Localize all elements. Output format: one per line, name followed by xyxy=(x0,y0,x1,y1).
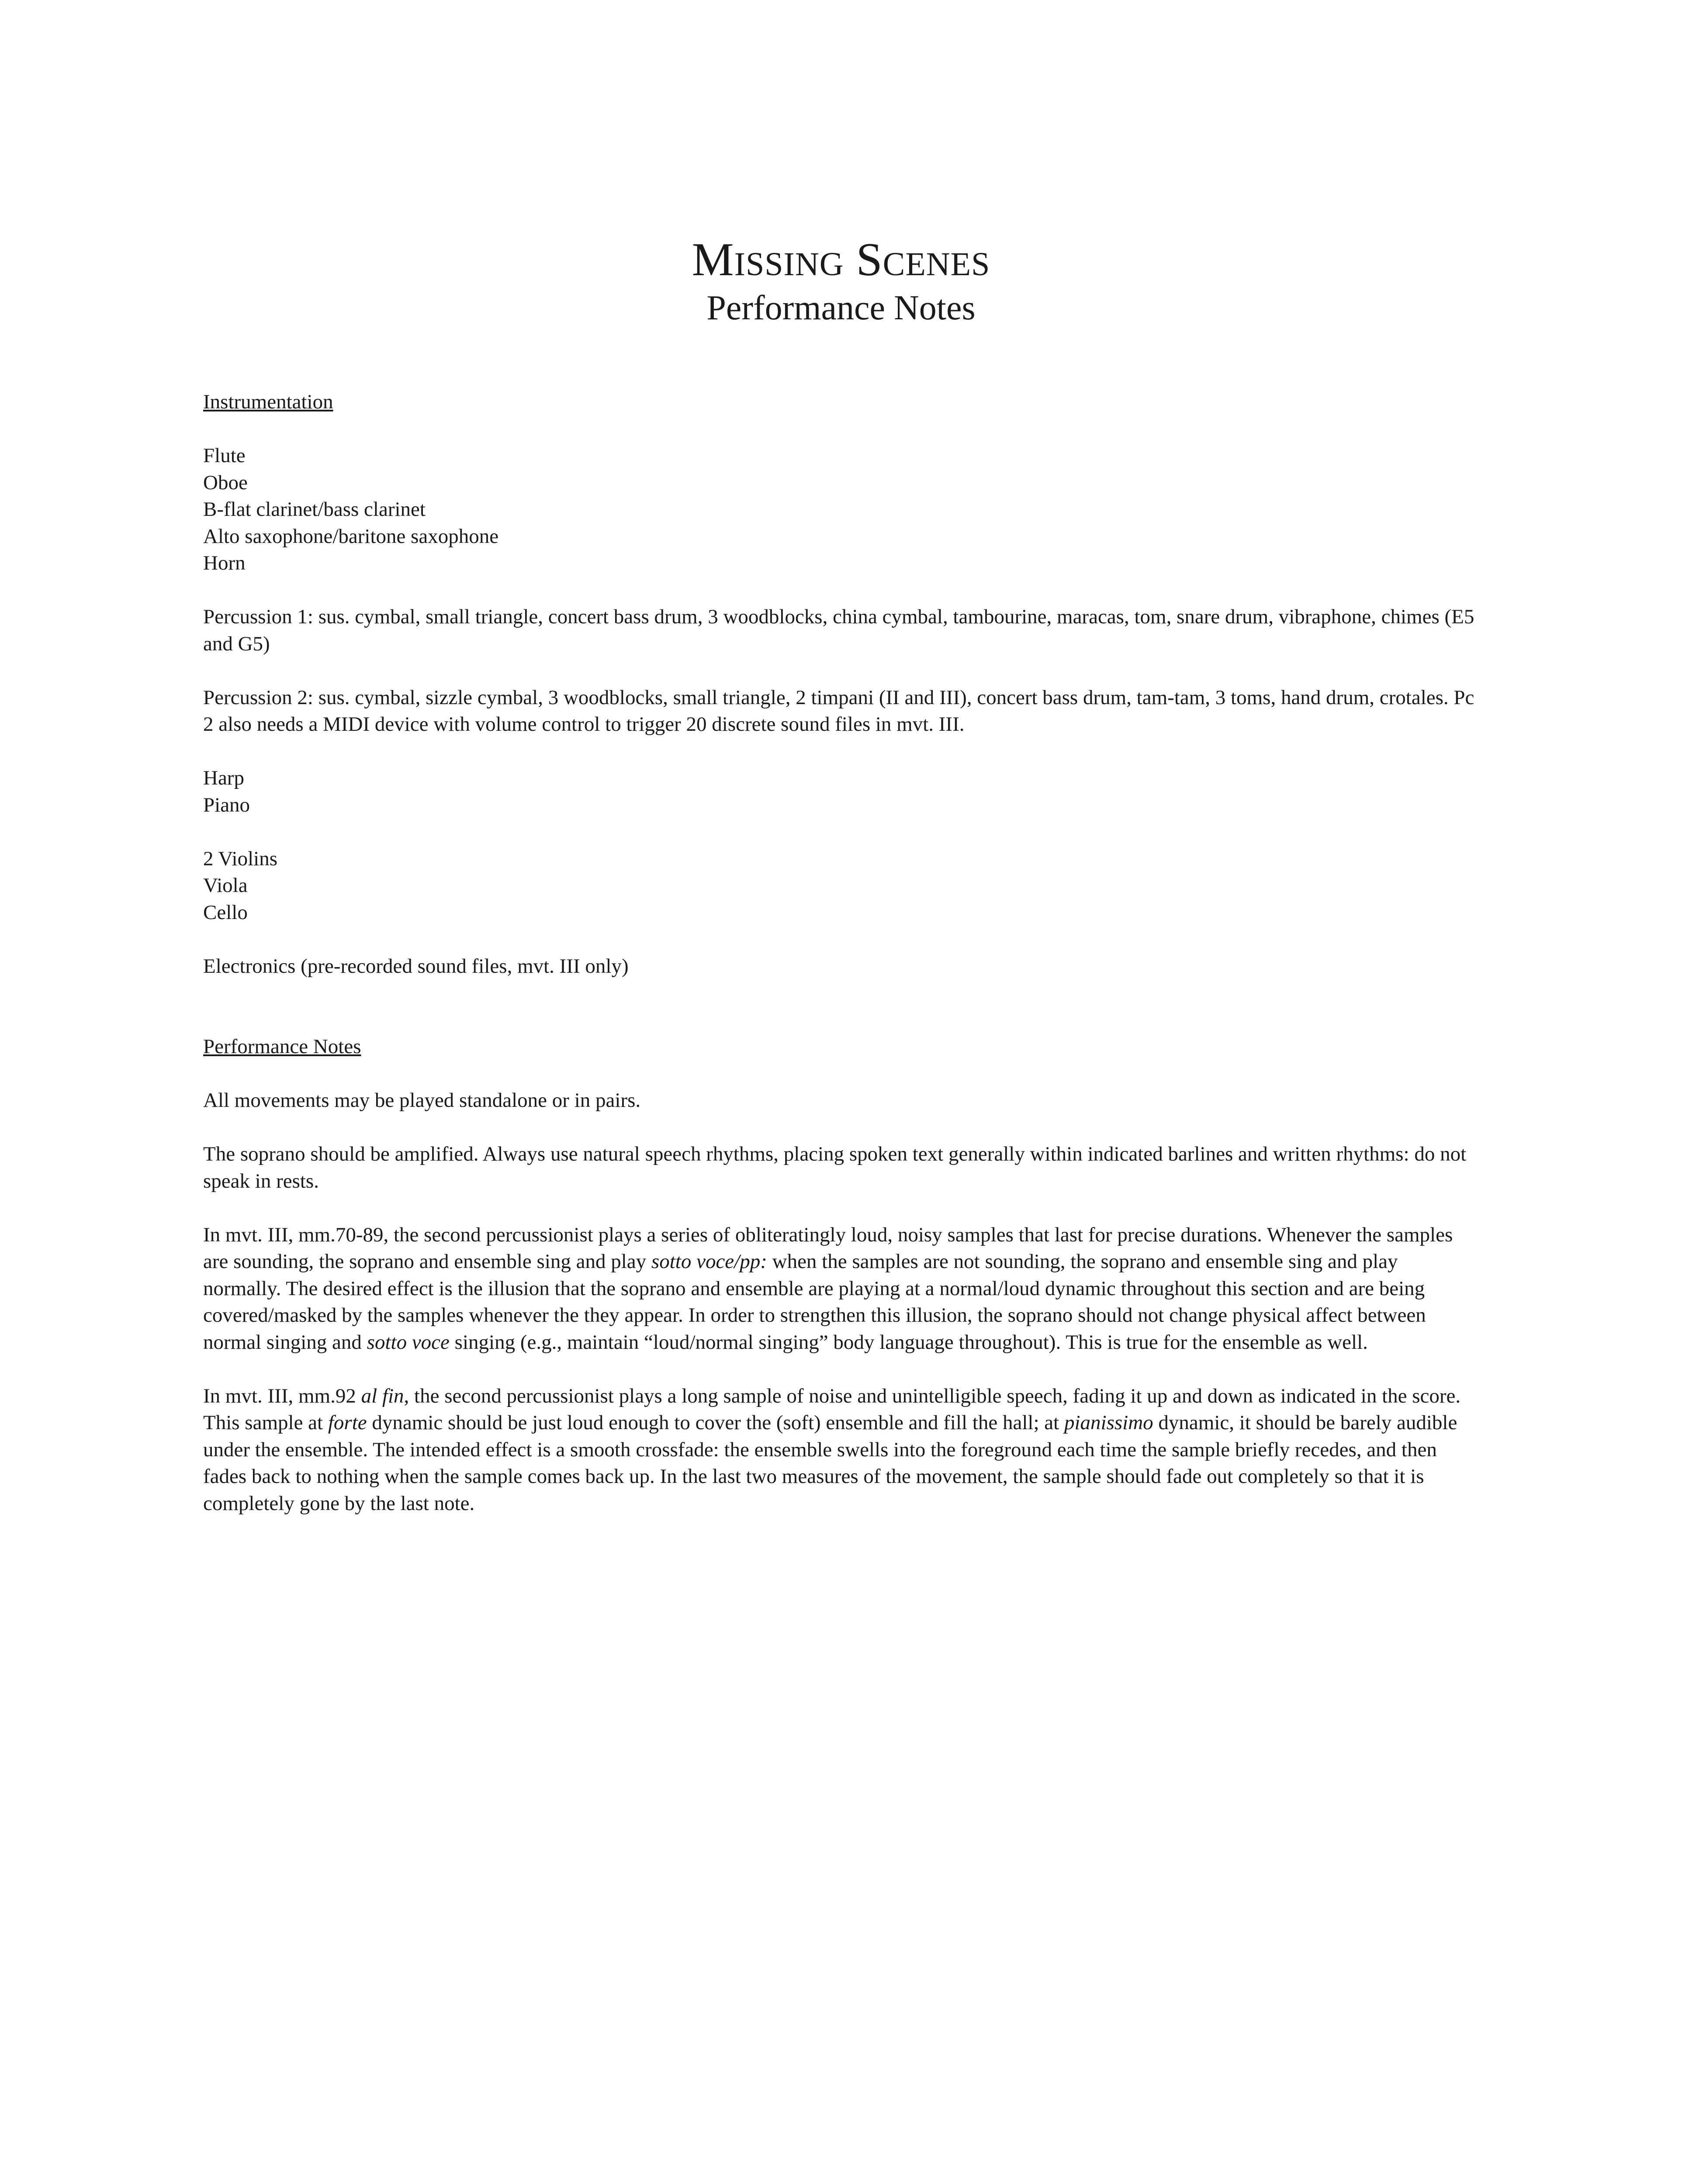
text-run: In mvt. III, mm.92 xyxy=(203,1384,361,1407)
italic-term: pianissimo xyxy=(1064,1411,1153,1434)
keyboards-list xyxy=(203,765,1479,819)
document-subtitle: Performance Notes xyxy=(706,289,976,327)
performance-notes-heading: Performance Notes xyxy=(203,1035,361,1058)
text-run: when the samples are not sounding, the soprano and ensemble sing and play normally. The desired effect is the illusion that the soprano and ensemble are playing at a normal/loud dynamic throughout this section and are being covered/masked by the samples whenever the they appear. In order to strengthen this illusion, the soprano should not change physical affect between normal singing and xyxy=(203,1250,1426,1354)
text-run: , the second percussionist plays a long sample of noise and unintelligible speech, fading it up and down as indicated in the score. This sample at xyxy=(203,1384,1461,1434)
instrument-item: Harp xyxy=(203,767,244,789)
italic-term: forte xyxy=(328,1411,367,1434)
instrument-item: Oboe xyxy=(203,471,248,494)
strings-list xyxy=(203,846,1479,926)
instrument-item: Horn xyxy=(203,552,246,574)
document-title: Missing Scenes xyxy=(692,234,990,286)
title-block xyxy=(0,234,1682,330)
notes-paragraph-1: All movements may be played standalone or in pairs. xyxy=(203,1089,641,1112)
instrument-item: Viola xyxy=(203,874,248,897)
italic-term: sotto voce xyxy=(367,1330,450,1354)
electronics-line: Electronics (pre-recorded sound files, mvt. III only) xyxy=(203,954,629,978)
instrument-item: B-flat clarinet/bass clarinet xyxy=(203,498,426,521)
text-run: singing (e.g., maintain “loud/normal singing” body language throughout). This is true for the ensemble as well. xyxy=(449,1330,1368,1354)
instrument-item: Cello xyxy=(203,901,248,924)
percussion-1-paragraph: Percussion 1: sus. cymbal, small triangle, concert bass drum, 3 woodblocks, china cymbal, tambourine, maracas, tom, snare drum, vibraphone, chimes (E5 and G5) xyxy=(203,605,1474,655)
instrument-item: Alto saxophone/baritone saxophone xyxy=(203,525,499,548)
text-run: In mvt. III, mm.70-89, the second percussionist plays a series of obliteratingly loud, noisy samples that last for precise durations. Whenever the samples are sounding, the soprano and ensemble sing and play xyxy=(203,1223,1453,1273)
percussion-2-paragraph: Percussion 2: sus. cymbal, sizzle cymbal, 3 woodblocks, small triangle, 2 timpani (II and III), concert bass drum, tam-tam, 3 toms, hand drum, crotales. Pc 2 also needs a MIDI device with volume control to trigger 20 discrete sound files in mvt. III. xyxy=(203,686,1474,736)
document-body xyxy=(203,389,1479,1517)
notes-paragraph-3 xyxy=(203,1222,1479,1356)
italic-term: sotto voce/pp: xyxy=(651,1250,767,1273)
text-run: dynamic, it should be barely audible under the ensemble. The intended effect is a smooth crossfade: the ensemble swells into the foreground each time the sample briefly recedes, and then fades back to nothing when the sample comes back up. In the last two measures of the movement, the sample should fade out completely so that it is completely gone by the last note. xyxy=(203,1411,1457,1515)
instrumentation-heading: Instrumentation xyxy=(203,390,333,413)
notes-paragraph-2: The soprano should be amplified. Always use natural speech rhythms, placing spoken text generally within indicated barlines and written rhythms: do not speak in rests. xyxy=(203,1143,1467,1192)
text-run: dynamic should be just loud enough to cover the (soft) ensemble and fill the hall; at xyxy=(367,1411,1064,1434)
notes-paragraph-4 xyxy=(203,1383,1479,1517)
instrument-item: Flute xyxy=(203,444,246,467)
instrument-item: Piano xyxy=(203,793,250,816)
instrument-item: 2 Violins xyxy=(203,847,277,870)
italic-term: al fin xyxy=(361,1384,404,1407)
winds-list xyxy=(203,442,1479,577)
